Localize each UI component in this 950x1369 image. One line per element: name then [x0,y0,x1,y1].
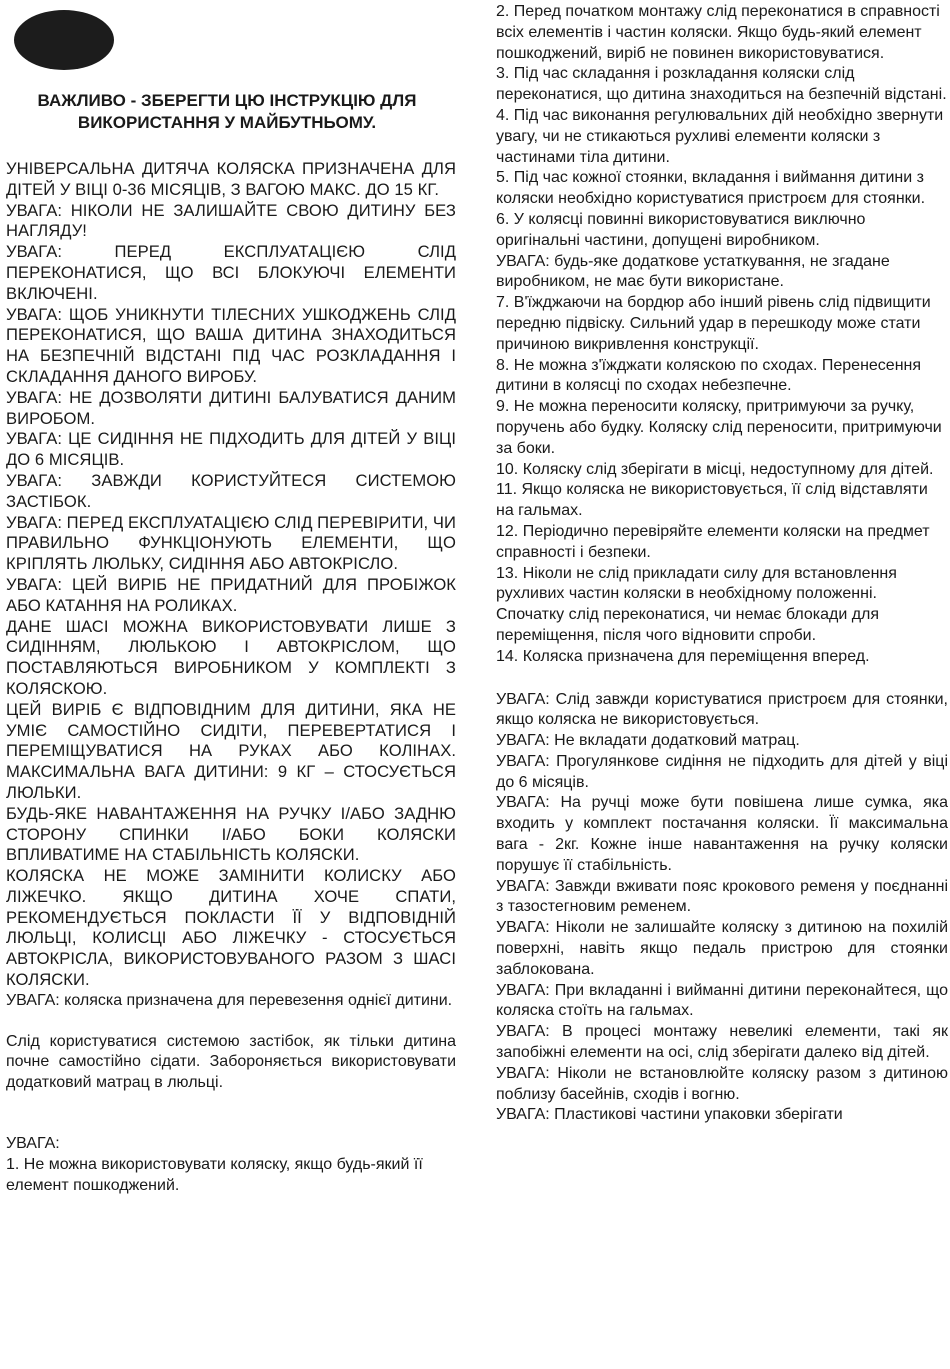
caps-warnings-block [6,159,456,991]
caps-paragraph: ЦЕЙ ВИРІБ Є ВІДПОВІДНИМ ДЛЯ ДИТИНИ, ЯКА НЕ УМІЄ САМОСТІЙНО СИДІТИ, ПЕРЕВЕРТАТИСЯ І ПЕРЕМІЩУВАТИСЯ НА РУКАХ АБО КОЛІНАХ. МАКСИМАЛЬНА ВАГА ДИТИНИ: 9 КГ – СТОСУЄТЬСЯ ЛЮЛЬКИ. [6,699,456,802]
list-item: 1. Не можна використовувати коляску, якщо будь-який її елемент пошкоджений. [6,1155,423,1194]
caps-paragraph: УВАГА: ЗАВЖДИ КОРИСТУЙТЕСЯ СИСТЕМОЮ ЗАСТІБОК. [6,470,456,511]
list-item: 7. В'їжджаючи на бордюр або інший рівень слід підвищити передню підвіску. Сильний удар в перешкоду може стати причиною викривлення конструкції. [496,294,931,353]
single-child-warning-block [6,991,456,1012]
caps-paragraph: УВАГА: НЕ ДОЗВОЛЯТИ ДИТИНІ БАЛУВАТИСЯ ДАНИМ ВИРОБОМ. [6,387,456,428]
caps-paragraph: УВАГА: ПЕРЕД ЕКСПЛУАТАЦІЄЮ СЛІД ПЕРЕВІРИТИ, ЧИ ПРАВИЛЬНО ФУНКЦІОНУЮТЬ ЕЛЕМЕНТИ, ЩО КРІПЛЯТЬ ЛЮЛЬКУ, СИДІННЯ АБО АВТОКРІСЛО. [6,512,456,574]
list-item: 12. Періодично перевіряйте елементи коляски на предмет справності і безпеки. [496,522,930,561]
list-item: 10. Коляску слід зберігати в місці, недоступному для дітей. [496,460,934,478]
numbered-list-start [6,1134,456,1196]
caps-paragraph: БУДЬ-ЯКЕ НАВАНТАЖЕННЯ НА РУЧКУ І/АБО ЗАДНЮ СТОРОНУ СПИНКИ І/АБО БОКИ КОЛЯСКИ ВПЛИВАТИМЕ НА СТАБІЛЬНІСТЬ КОЛЯСКИ. [6,803,456,865]
numbered-list-continued [496,2,948,668]
right-column [496,2,948,1126]
warning-paragraph: УВАГА: Пластикові частини упаковки зберігати [496,1106,843,1124]
belt-instructions: Слід користуватися системою застібок, як тільки дитина почне самостійно сідати. Забороняється використовувати додатковий матрац в люльці. [6,1032,456,1092]
caps-paragraph: УВАГА: НІКОЛИ НЕ ЗАЛИШАЙТЕ СВОЮ ДИТИНУ БЕЗ НАГЛЯДУ! [6,200,456,241]
warning-paragraph: УВАГА: В процесі монтажу невеликі елементи, такі як запобіжні елементи на осі, слід зберігати далеко від дітей. [496,1023,948,1062]
page-corner-oval [14,10,114,70]
warning-paragraph: УВАГА: Ніколи не залишайте коляску з дитиною на похилій поверхні, навіть якщо педаль пристрою для стоянки заблокована. [496,919,948,978]
left-column [6,90,456,1196]
warning-paragraph: УВАГА: Завжди вживати пояс крокового ременя у поєднанні з тазостегновим ременем. [496,877,948,916]
warnings-block [496,690,948,1127]
warning-paragraph: УВАГА: На ручці може бути повішена лише сумка, яка входить у комплект постачання коляски. Її максимальна вага - 2кг. Кожне інше навантаження на ручку коляски порушує її стабільність. [496,794,948,874]
list-item: 5. Під час кожної стоянки, вкладання і виймання дитини з коляски необхідно користуватися пристроєм для стоянки. [496,169,926,208]
caps-paragraph: УВАГА: ПЕРЕД ЕКСПЛУАТАЦІЄЮ СЛІД ПЕРЕКОНАТИСЯ, ЩО ВСІ БЛОКУЮЧІ ЕЛЕМЕНТИ ВКЛЮЧЕНІ. [6,242,456,303]
warning-paragraph: УВАГА: Прогулянкове сидіння не підходить для дітей у віці до 6 місяців. [496,752,948,791]
list-item: 11. Якщо коляска не використовується, її слід відставляти на гальмах. [496,481,928,520]
list-item: 9. Не можна переносити коляску, притримуючи за ручку, поручень або будку. Коляску слід переносити, притримуючи за боки. [496,398,942,457]
warning-paragraph: УВАГА: Слід завжди користуватися пристроєм для стоянки, якщо коляска не використовується. [496,690,948,729]
list-item: 14. Коляска призначена для переміщення вперед. [496,647,870,665]
caps-paragraph: УВАГА: ЦЕ СИДІННЯ НЕ ПІДХОДИТЬ ДЛЯ ДІТЕЙ У ВІЦІ ДО 6 МІСЯЦІВ. [6,429,456,470]
caps-paragraph: УВАГА: ЩОБ УНИКНУТИ ТІЛЕСНИХ УШКОДЖЕНЬ СЛІД ПЕРЕКОНАТИСЯ, ЩО ВАША ДИТИНА ЗНАХОДИТЬСЯ НА БЕЗПЕЧНІЙ ВІДСТАНІ ПІД ЧАС РОЗКЛАДАННЯ І СКЛАДАННЯ ДАНОГО ВИРОБУ. [6,304,456,386]
list-item: УВАГА: будь-яке додаткове устаткування, не згадане виробником, не має бути використане. [496,252,890,291]
caps-paragraph: КОЛЯСКА НЕ МОЖЕ ЗАМІНИТИ КОЛИСКУ АБО ЛІЖЕЧКО. ЯКЩО ДИТИНА ХОЧЕ СПАТИ, РЕКОМЕНДУЄТЬСЯ ПОКЛАСТИ ЇЇ У ВІДПОВІДНІЙ ЛЮЛЬЦІ, КОЛИСЦІ АБО ЛІЖЕЧКУ - СТОСУЄТЬСЯ АВТОКРІСЛА, ВИКОРИСТОВУВАНОГО РАЗОМ З ШАСІ КОЛЯСКИ. [6,866,456,990]
document-heading: ВАЖЛИВО - ЗБЕРЕГТИ ЦЮ ІНСТРУКЦІЮ ДЛЯ ВИКОРИСТАННЯ У МАЙБУТНЬОМУ. [37,91,417,132]
caps-paragraph: УНІВЕРСАЛЬНА ДИТЯЧА КОЛЯСКА ПРИЗНАЧЕНА ДЛЯ ДІТЕЙ У ВІЦІ 0-36 МІСЯЦІВ, З ВАГОЮ МАКС. ДО 15 КГ. [6,159,456,199]
list-item: 6. У колясці повинні використовуватися виключно оригінальні частини, допущені виробником. [496,210,866,249]
list-item: 13. Ніколи не слід прикладати силу для встановлення рухливих частин коляски в необхідному положенні. Спочатку слід переконатися, чи немає блокади для переміщення, після чого відновити спроби. [496,564,897,644]
list-item: 3. Під час складання і розкладання коляски слід переконатися, що дитина знаходиться на безпечній відстані. [496,65,947,104]
caps-paragraph: ДАНЕ ШАСІ МОЖНА ВИКОРИСТОВУВАТИ ЛИШЕ З СИДІННЯМ, ЛЮЛЬКОЮ І АВТОКРІСЛОМ, ЩО ПОСТАВЛЯЮТЬСЯ ВИРОБНИКОМ У КОМПЛЕКТІ З КОЛЯСКОЮ. [6,616,456,698]
warning-paragraph: УВАГА: При вкладанні і вийманні дитини переконайтеся, що коляска стоїть на гальмах. [496,981,948,1020]
warning-paragraph: УВАГА: Не вкладати додатковий матрац. [496,732,800,750]
warning-paragraph: УВАГА: Ніколи не встановлюйте коляску разом з дитиною поблизу басейнів, сходів і вогню. [496,1064,948,1103]
belt-instructions-block [6,1032,456,1094]
list-heading: УВАГА: [6,1135,60,1153]
single-child-warning: УВАГА: коляска призначена для перевезення однієї дитини. [6,991,453,1009]
caps-paragraph: УВАГА: ЦЕЙ ВИРІБ НЕ ПРИДАТНИЙ ДЛЯ ПРОБІЖОК АБО КАТАННЯ НА РОЛИКАХ. [6,574,456,615]
list-item: 8. Не можна з'їжджати коляскою по сходах. Перенесення дитини в колясці по сходах небезпечне. [496,356,922,395]
list-item: 4. Під час виконання регулювальних дій необхідно звернути увагу, чи не стикаються рухливі елементи коляски з частинами тіла дитини. [496,106,944,166]
list-item: 2. Перед початком монтажу слід переконатися в справності всіх елементів і частин коляски. Якщо будь-який елемент пошкоджений, виріб не повинен використовуватися. [496,3,940,62]
